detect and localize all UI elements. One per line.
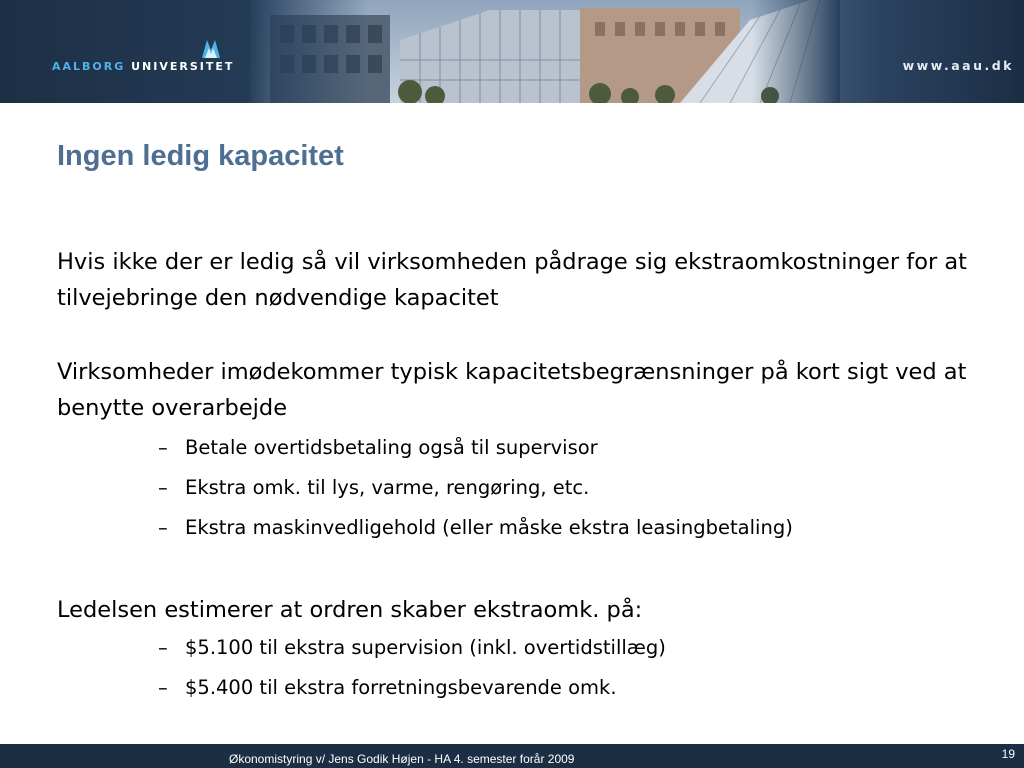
bullet-text: Ekstra maskinvedligehold (eller måske ekstra leasingbetaling) [185, 516, 793, 539]
dash-marker: – [158, 516, 168, 539]
bullet-item [57, 668, 977, 708]
slide-title: Ingen ledig kapacitet [57, 140, 344, 172]
dash-marker: – [158, 636, 168, 659]
campus-building-photo [250, 0, 840, 103]
bullet-item [57, 628, 977, 668]
bullet-item [57, 468, 977, 508]
paragraph-overtime: Virksomheder imødekommer typisk kapacitetsbegrænsninger på kort sigt ved at benytte overarbejde [57, 359, 967, 421]
website-url[interactable]: www.aau.dk [902, 58, 1014, 73]
paragraph-estimate: Ledelsen estimerer at ordren skaber ekstraomk. på: [57, 597, 643, 623]
dash-marker: – [158, 476, 168, 499]
bullet-text: Betale overtidsbetaling også til supervisor [185, 436, 598, 459]
bullet-item [57, 508, 977, 548]
header-banner [0, 0, 1024, 103]
bullet-text: Ekstra omk. til lys, varme, rengøring, etc. [185, 476, 590, 499]
bullet-text: $5.400 til ekstra forretningsbevarende omk. [185, 676, 617, 699]
university-name [52, 60, 234, 73]
paragraph-extra-costs: Hvis ikke der er ledig så vil virksomheden pådrage sig ekstraomkostninger for at tilvejebringe den nødvendige kapacitet [57, 249, 967, 311]
logo-part-aalborg: AALBORG [52, 60, 126, 73]
university-emblem-icon [198, 36, 224, 62]
footer-bar [0, 744, 1024, 768]
bullet-text: $5.100 til ekstra supervision (inkl. overtidstillæg) [185, 636, 666, 659]
bullet-item [57, 428, 977, 468]
footer-text: Økonomistyring v/ Jens Godik Højen - HA 4. semester forår 2009 [229, 752, 575, 766]
logo-part-universitet: UNIVERSITET [131, 60, 235, 73]
dash-marker: – [158, 676, 168, 699]
dash-marker: – [158, 436, 168, 459]
slide-body [57, 244, 977, 708]
university-logo[interactable] [52, 36, 252, 76]
page-number: 19 [1001, 747, 1015, 761]
